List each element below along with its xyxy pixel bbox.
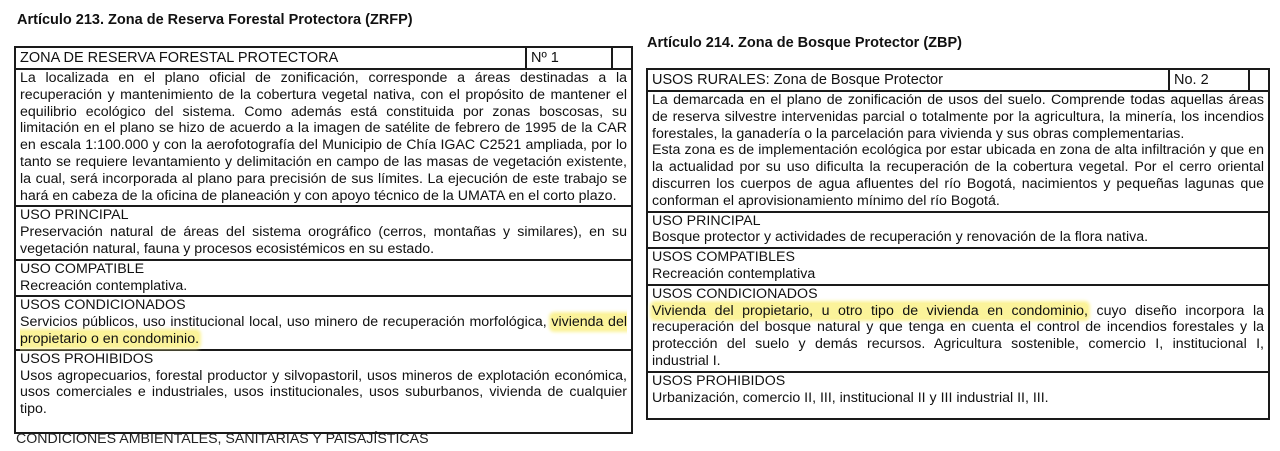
zrfp-usos-prohibidos-title: USOS PROHIBIDOS — [20, 350, 154, 367]
zrfp-title-row — [16, 48, 631, 70]
zrfp-usos-condicionados-title: USOS CONDICIONADOS — [20, 297, 186, 314]
zbp-uso-principal-body: Bosque protector y actividades de recuperación y renovación de la flora nativa. — [652, 229, 1149, 246]
zbp-title-row — [648, 70, 1268, 92]
zbp-usos-prohibidos-body: Urbanización, comercio II, III, institucional II y III industrial II, III. — [652, 389, 1049, 406]
zbp-description-section — [648, 92, 1268, 213]
zrfp-table — [14, 46, 633, 434]
zrfp-usos-condicionados-text: Servicios públicos, uso institucional local, uso minero de recuperación morfológica, — [20, 314, 552, 331]
zrfp-uso-compatible-section — [16, 261, 631, 298]
zbp-title-spacer — [1248, 70, 1268, 90]
article-214-heading: Artículo 214. Zona de Bosque Protector (ZBP) — [647, 35, 963, 51]
zbp-description-1: La demarcada en el plano de zonificación de usos del suelo. Comprende todas aquellas áreas de reserva silvestre intervenidas parcial o totalmente por la agricultura, la minería, los incendios forestales, la ganadería o la parcelación para vivienda y sus obras complementarias. — [652, 92, 1264, 142]
zrfp-title-spacer — [611, 48, 631, 68]
zbp-usos-compatibles-body: Recreación contemplativa — [652, 265, 816, 282]
zbp-usos-compatibles-section — [648, 249, 1268, 286]
zbp-uso-principal-section — [648, 213, 1268, 250]
zrfp-usos-condicionados-section — [16, 297, 631, 350]
zrfp-usos-prohibidos-body: Usos agropecuarios, forestal productor y silvopastoril, usos mineros de explotación económica, usos comerciales e industriales, usos institucionales, usos suburbanos, vivienda de cualquier tipo. — [20, 367, 627, 418]
zbp-usos-condicionados-section — [648, 286, 1268, 373]
article-213-heading: Artículo 213. Zona de Reserva Forestal Protectora (ZRFP) — [17, 12, 413, 28]
zrfp-usos-prohibidos-section — [16, 351, 631, 419]
zrfp-cut-off-text: CONDICIONES AMBIENTALES, SANITARIAS Y PAISAJÍSTICAS — [16, 431, 429, 447]
zrfp-cut-off-row — [16, 428, 631, 447]
zbp-description-2: Esta zona es de implementación ecológica por estar ubicada en zona de alta infiltración y que en la actualidad por su uso dificulta la recuperación de la cobertura vegetal. Por el cerro oriental discurren los cuerpos de agua afluentes del río Bogotá, nacimientos y pequeñas lagunas que conforman el aprovisionamiento mínimo del río Bogotá. — [652, 142, 1264, 209]
zbp-usos-condicionados-body — [652, 303, 1264, 370]
zbp-table-title: USOS RURALES: Zona de Bosque Protector — [652, 72, 943, 88]
zrfp-uso-principal-body: Preservación natural de áreas del sistema orográfico (cerros, montañas y similares), en su vegetación natural, fauna y procesos ecosistémicos en su estado. — [20, 224, 627, 257]
zrfp-uso-compatible-body: Recreación contemplativa. — [20, 277, 188, 294]
zbp-usos-condicionados-title: USOS CONDICIONADOS — [652, 285, 818, 302]
zrfp-highlighted-text: vivienda del propietario o en condominio. — [20, 314, 627, 347]
zrfp-usos-condicionados-body — [20, 314, 627, 348]
zrfp-description: La localizada en el plano oficial de zonificación, corresponde a áreas destinadas a la recuperación y mantenimiento de la cobertura vegetal nativa, con el propósito de mantener el equilibrio ecológico del sistema. Como además está constituida por zonas boscosas, su limitación en el plano se hizo de acuerdo a la imagen de satélite de febrero de 1995 de la CAR en escala 1:100.000 y con la aerofotografía del Municipio de Chía IGAC C2521 ampliada, por lo tanto se requiere levantamiento y delimitación en campo de las masas de vegetación existente, la cual, será incorporada al plano para precisión de sus límites. La ejecución de este trabajo se hará en cabeza de la oficina de planeación y con apoyo técnico de la UMATA en el corto plazo. — [20, 70, 627, 204]
zrfp-uso-principal-section — [16, 207, 631, 260]
zbp-usos-prohibidos-title: USOS PROHIBIDOS — [652, 372, 786, 389]
zrfp-uso-compatible-title: USO COMPATIBLE — [20, 260, 145, 277]
zrfp-table-title: ZONA DE RESERVA FORESTAL PROTECTORA — [20, 50, 339, 66]
zrfp-description-section — [16, 70, 631, 207]
zbp-usos-condicionados-text: cuyo diseño incorpora la recuperación del bosque natural y que tenga en cuenta el control de incendios forestales y la protección del suelo y demás recursos. Agricultura sostenible, comercio I, institucional I, industrial I. — [652, 302, 1265, 369]
zrfp-uso-principal-title: USO PRINCIPAL — [20, 207, 129, 224]
zbp-uso-principal-title: USO PRINCIPAL — [652, 212, 761, 229]
zbp-usos-prohibidos-section — [648, 373, 1268, 408]
zrfp-table-number: Nº 1 — [525, 48, 611, 68]
zbp-table-number: No. 2 — [1168, 70, 1248, 90]
zbp-highlighted-text: Vivienda del propietario, u otro tipo de vivienda en condominio, — [652, 302, 1088, 319]
zbp-table — [646, 68, 1270, 420]
zbp-usos-compatibles-title: USOS COMPATIBLES — [652, 249, 795, 266]
